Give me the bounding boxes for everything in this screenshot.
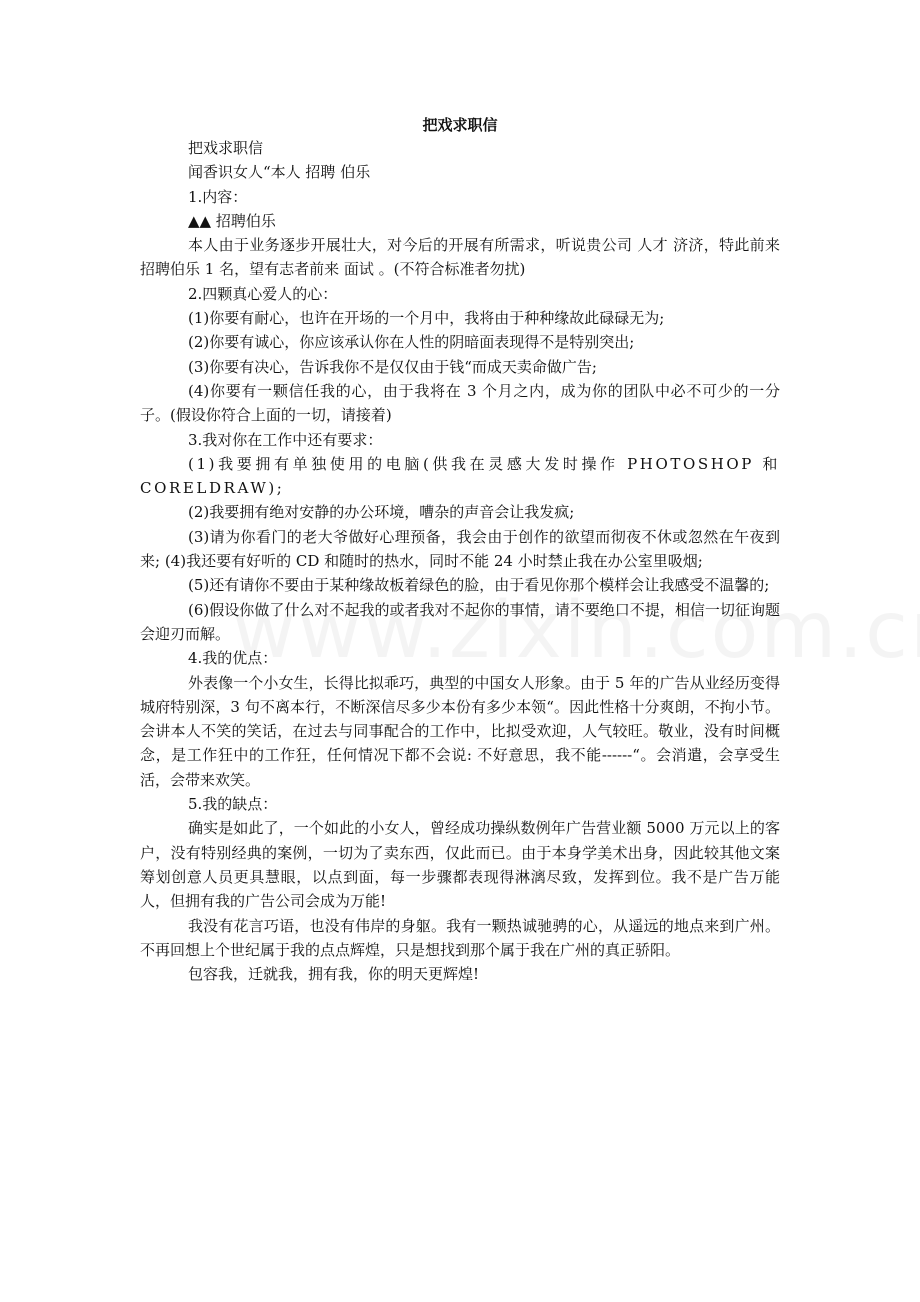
section-heading-hearts: 2.四颗真心爱人的心：: [188, 284, 338, 303]
paragraph-heart-3: (3)你要有决心，告诉我你不是仅仅由于钱“而成天卖命做广告;: [188, 357, 597, 376]
paragraph-final: 包容我，迁就我，拥有我，你的明天更辉煌!: [188, 965, 480, 984]
paragraph-strengths: 外表像一个小女生，长得比拟乖巧，典型的中国女人形象。由于 5 年的广告从业经历变得城府特别深，3 句不离本行，不断深信尽多少本份有多少本领“。因此性格十分爽朗，不拘小节。会讲本人不笑的笑话，在过去与同事配合的工作中，比拟受欢迎，人气较旺。敬业，没有时间概念，是工作狂中的工作狂，任何情况下都不会说: 不好意思，我不能------“。会消遣，会享受生活，会带来欢笑。: [140, 673, 780, 789]
section-heading-strengths: 4.我的优点：: [188, 649, 278, 668]
document-body: [140, 136, 780, 986]
paragraph-heart-1: (1)你要有耐心，也许在开场的一个月中，我将由于种种缘故此碌碌无为;: [188, 309, 665, 328]
paragraph-intro: 本人由于业务逐步开展壮大，对今后的开展有所需求，听说贵公司 人才 济济，特此前来招聘伯乐 1 名，望有志者前来 面试 。(不符合标准者勿扰): [140, 236, 780, 279]
paragraph-subtitle: 闻香识女人“本人 招聘 伯乐: [188, 163, 371, 182]
paragraph-requirement-5: (5)还有请你不要由于某种缘故板着绿色的脸，由于看见你那个模样会让我感受不温馨的;: [188, 576, 770, 595]
paragraph-heading-repeat: 把戏求职信: [188, 139, 264, 157]
section-heading-content: 1.内容：: [188, 187, 248, 206]
section-heading-weaknesses: 5.我的缺点：: [188, 795, 278, 814]
paragraph-requirement-2: (2)我要拥有绝对安静的办公环境，嘈杂的声音会让我发疯;: [188, 503, 575, 522]
paragraph-requirement-1: (1)我要拥有单独使用的电脑(供我在灵感大发时操作 PHOTOSHOP 和 CORELDRAW);: [140, 454, 780, 498]
document-title: 把戏求职信: [422, 116, 498, 134]
paragraph-weaknesses: 确实是如此了，一个如此的小女人，曾经成功操纵数例年广告营业额 5000 万元以上的客户，没有特别经典的案例，一切为了卖东西，仅此而已。由于本身学美术出身，因此较其他文案筹划创意人员更具慧眼，以点到面，每一步骤都表现得淋漓尽致，发挥到位。我不是广告万能人，但拥有我的广告公司会成为万能!: [140, 819, 780, 911]
paragraph-closing: 我没有花言巧语，也没有伟岸的身躯。我有一颗热诚驰骋的心，从遥远的地点来到广州。不再回想上个世纪属于我的点点辉煌，只是想找到那个属于我在广州的真正骄阳。: [140, 916, 780, 959]
section-heading-requirements: 3.我对你在工作中还有要求：: [188, 430, 383, 449]
paragraph-requirement-6: (6)假设你做了什么对不起我的或者我对不起你的事情，请不要绝口不提，相信一切征询题会迎刃而解。: [140, 600, 780, 643]
paragraph-requirement-3-4: (3)请为你看门的老大爷做好心理预备，我会由于创作的欲望而彻夜不休或忽然在午夜到来; (4)我还要有好听的 CD 和随时的热水，同时不能 24 小时禁止我在办公室里吸烟;: [140, 527, 780, 571]
paragraph-heart-2: (2)你要有诚心，你应该承认你在人性的阴暗面表现得不是特别突出;: [188, 333, 635, 352]
paragraph-recruit-label: ▲▲ 招聘伯乐: [188, 211, 276, 230]
paragraph-heart-4: (4)你要有一颗信任我的心，由于我将在 3 个月之内，成为你的团队中必不可少的一分子。(假设你符合上面的一切，请接着): [140, 381, 780, 425]
